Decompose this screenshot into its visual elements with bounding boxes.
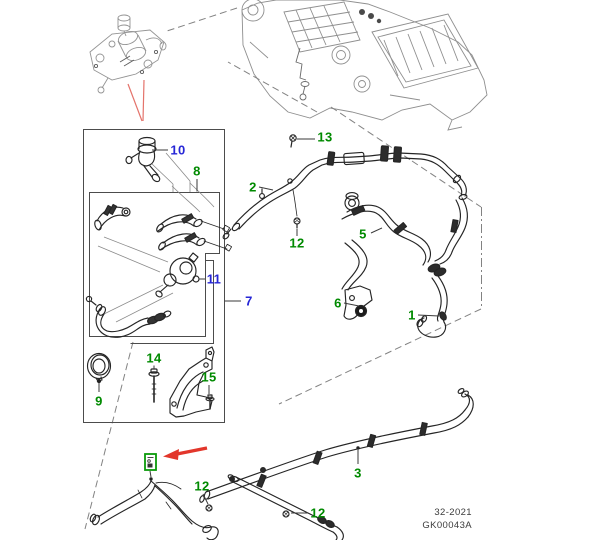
callout-9: 9 [95, 393, 103, 409]
hose-elbow-right-upper [155, 214, 229, 233]
harness-5 [342, 193, 430, 265]
bolt-icon [149, 369, 159, 402]
hose-elbow-right-lower [157, 233, 231, 251]
callout-12-upper: 12 [289, 235, 305, 251]
reference-dashed-lines [85, 8, 482, 529]
selected-part-highlight [145, 454, 156, 470]
callout-14: 14 [146, 350, 162, 366]
drawing-code: GK00043A [422, 520, 472, 531]
callout-12-bottom-mid: 12 [310, 505, 326, 521]
date-code: 32-2021 [434, 507, 472, 518]
hose-6-and-bracket [342, 240, 372, 319]
callout-7: 7 [245, 293, 253, 309]
bolt-icon [294, 218, 300, 228]
reference-pointer-lines [128, 80, 144, 121]
callout-13: 13 [317, 129, 333, 145]
connector-1 [416, 263, 448, 338]
engine-assembly-sketch [90, 15, 166, 93]
parts-line-art [86, 135, 473, 540]
callout-10: 10 [170, 142, 186, 158]
hose-elbow-left [94, 205, 130, 231]
bolt-icon [206, 505, 212, 511]
bolt-icon [283, 511, 289, 517]
valve-icon [126, 138, 161, 183]
callout-15: 15 [201, 369, 217, 385]
screw-icon [206, 395, 214, 409]
callout-11: 11 [206, 271, 222, 287]
pipes-right-vertical [435, 198, 467, 264]
drawing-footer [300, 506, 472, 532]
callout-8: 8 [193, 163, 201, 179]
grommet-icon [88, 354, 111, 383]
callout-5: 5 [359, 226, 367, 242]
hvac-unit-sketch [242, 0, 487, 130]
pointer-arrow [163, 448, 207, 460]
bolt-icon [290, 135, 296, 147]
inner-detail-box-offset [131, 261, 214, 344]
callout-2: 2 [249, 179, 257, 195]
callout-12-bottom-left: 12 [194, 478, 210, 494]
callout-6: 6 [334, 295, 342, 311]
callout-3: 3 [354, 465, 362, 481]
inner-detail-box [90, 193, 220, 337]
callout-1: 1 [408, 307, 416, 323]
hose-lower-s [86, 296, 171, 337]
harness-2 [222, 146, 467, 240]
